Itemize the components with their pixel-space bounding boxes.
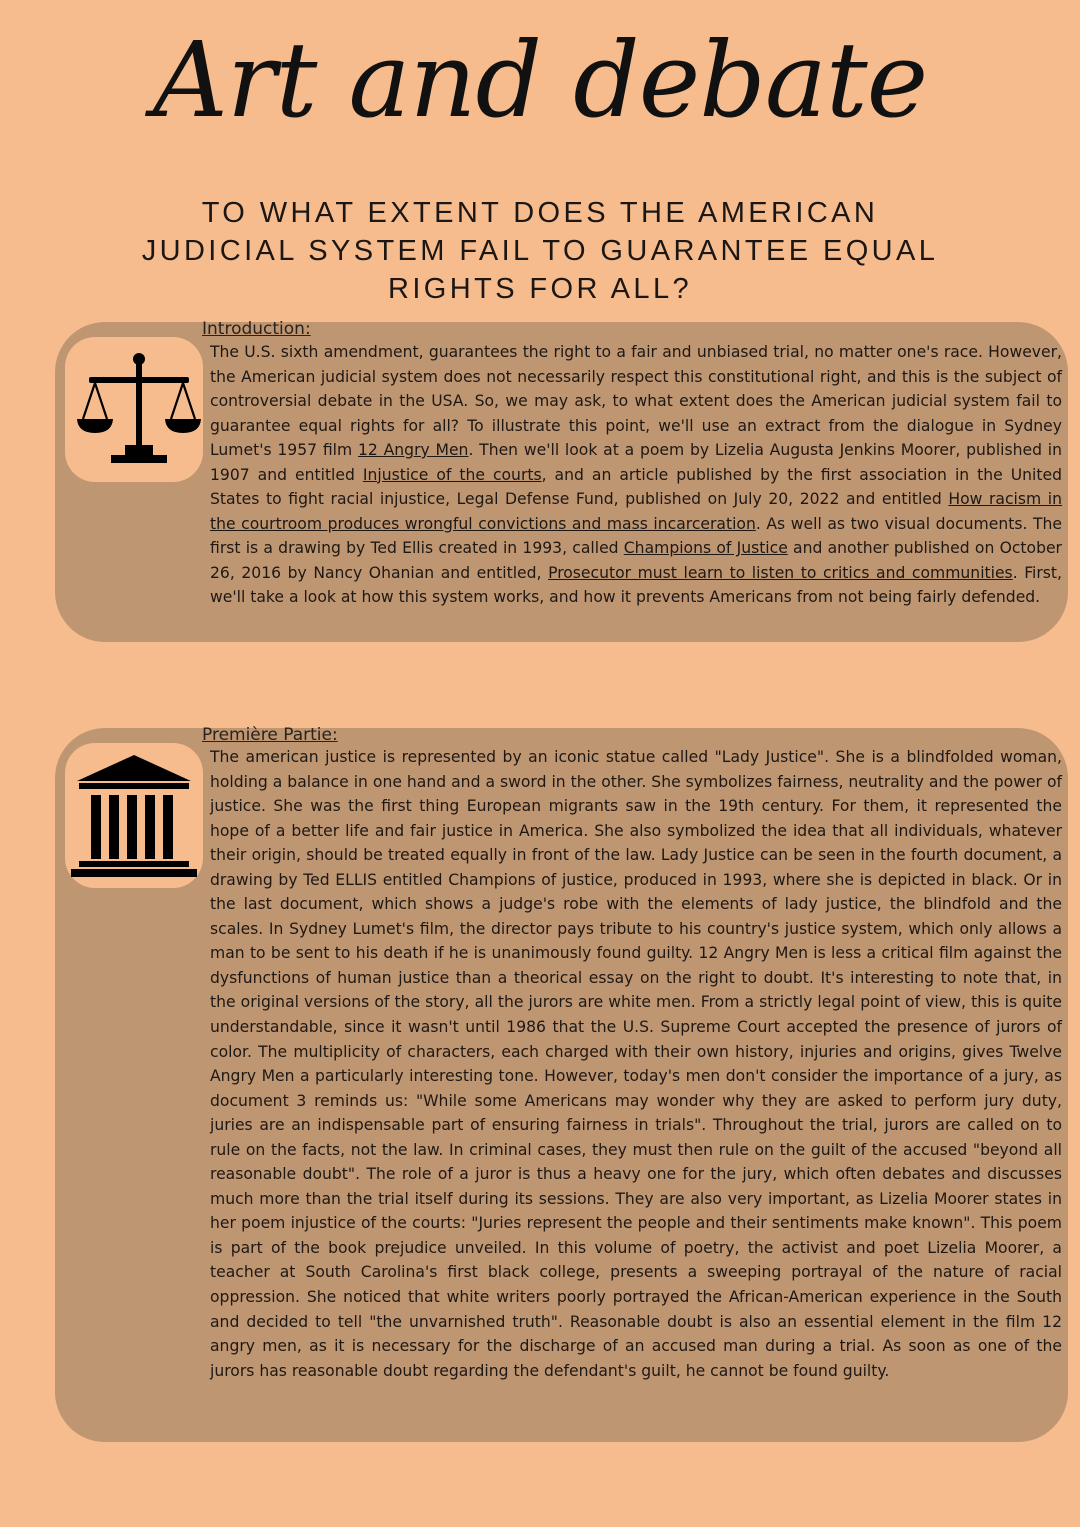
introduction-text xyxy=(210,340,1062,610)
intro-text-part: , and an article published by the first association in the United States to fight racial injustice, Legal Defense Fund, published on July 20, 2022 and entitled xyxy=(210,465,1062,508)
part1-text: The american justice is represented by an iconic statue called "Lady Justice". She is a blindfolded woman, holding a balance in one hand and a sword in the other. She symbolizes fairness, neutrality and the power of justice. She was the first thing European migrants saw in the 19th century. For them, it represented the hope of a better life and fair justice in America. She also symbolized the idea that all individuals, whatever their origin, should be treated equally in front of the law. Lady Justice can be seen in the fourth document, a drawing by Ted ELLIS entitled Champions of justice, produced in 1993, where she is depicted in black. Or in the last document, which shows a judge's robe with the elements of lady justice, the blindfold and the scales. In Sydney Lumet's film, the director pays tribute to his country's justice system, which only allows a man to be sent to his death if he is unanimously found guilty. 12 Angry Men is less a critical film against the dysfunctions of human justice than a theorical essay on the right to doubt. It's interesting to note that, in the original versions of the story, all the jurors are white men. From a strictly legal point of view, this is quite understandable, since it wasn't until 1986 that the U.S. Supreme Court accepted the presence of jurors of color. The multiplicity of characters, each charged with their own history, injuries and origins, gives Twelve Angry Men a particularly interesting tone. However, today's men don't consider the importance of a jury, as document 3 reminds us: "While some Americans may wonder why they are asked to perform jury duty, juries are an indispensable part of ensuring fairness in trials". Throughout the trial, jurors are called on to rule on the facts, not the law. In criminal cases, they must then rule on the guilt of the accused "beyond all reasonable doubt". The role of a juror is thus a heavy one for the jury, which often debates and discusses much more than the trial itself during its sessions. They are also very important, as Lizelia Moorer states in her poem injustice of the courts: "Juries represent the people and their sentiments make known". This poem is part of the book prejudice unveiled. In this volume of poetry, the activist and poet Lizelia Moorer, a teacher at South Carolina's first black college, presents a sweeping portrayal of the nature of racial oppression. She noticed that white writers poorly portrayed the African-American experience in the South and decided to tell "the unvarnished truth". Reasonable doubt is also an essential element in the film 12 angry men, as it is necessary for the discharge of an accused man during a trial. As soon as one of the jurors has reasonable doubt regarding the defendant's guilt, he cannot be found guilty. xyxy=(210,748,1062,1380)
poem-title: Injustice of the courts xyxy=(362,465,542,484)
intro-text-part: . Then we'll look at a poem by Lizelia Augusta Jenkins Moorer, published in 1907 and entitled xyxy=(210,441,1062,484)
intro-text-part: . First, we'll take a look at how this system works, and how it prevents Americans from not being fairly defended. xyxy=(210,563,1062,606)
essay-question: TO WHAT EXTENT DOES THE AMERICAN JUDICIAL SYSTEM FAIL TO GUARANTEE EQUAL RIGHTS FOR ALL? xyxy=(141,197,939,305)
section-heading: Introduction: xyxy=(202,319,311,339)
intro-text-part: and another published on October 26, 2016 by Nancy Ohanian and entitled, xyxy=(210,539,1062,582)
part1-section xyxy=(55,725,1068,1442)
introduction-section xyxy=(55,319,1068,642)
cartoon-title: Prosecutor must learn to listen to critics and communities xyxy=(548,563,1013,582)
courthouse-icon xyxy=(65,743,203,888)
drawing-title: Champions of Justice xyxy=(623,539,788,557)
page-title: Art and debate xyxy=(152,19,928,141)
film-title: 12 Angry Men xyxy=(358,441,469,459)
scales-of-justice-icon xyxy=(65,337,203,482)
intro-text-part: The U.S. sixth amendment, guarantees the right to a fair and unbiased trial, no matter one's race. However, the American judicial system does not necessarily respect this constitutional right, and this is the subject of controversial debate in the USA. So, we may ask, to what extent does the American judicial system fail to guarantee equal rights for all? To illustrate this point, we'll use an extract from the dialogue in Sydney Lumet's 1957 film xyxy=(210,343,1062,459)
article-title: How racism in the courtroom produces wrongful convictions and mass incarceration xyxy=(210,490,1063,533)
intro-text-part: . As well as two visual documents. The first is a drawing by Ted Ellis created in 1993, called xyxy=(210,514,1062,557)
section-heading: Première Partie: xyxy=(202,725,338,745)
